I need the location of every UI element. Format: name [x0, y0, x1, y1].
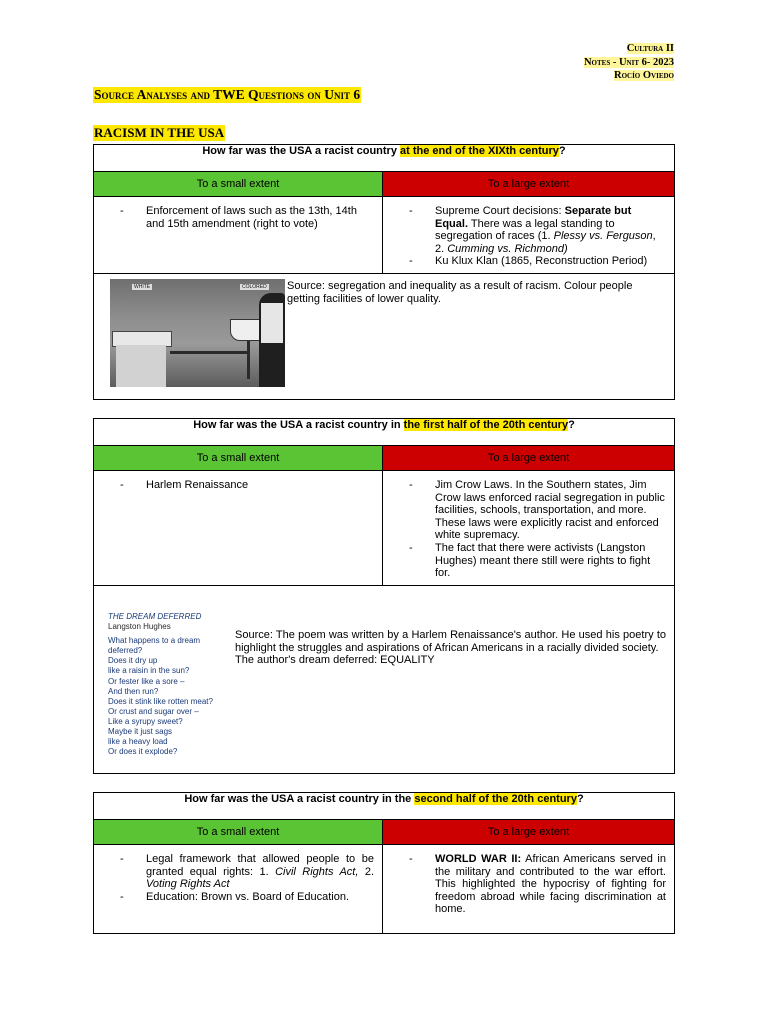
document-title: Source Analyses and TWE Questions on Unit 6 — [94, 87, 361, 102]
question-table-1 — [93, 144, 675, 400]
list-item: - Harlem Renaissance — [94, 479, 382, 492]
poem-lines — [108, 636, 213, 757]
photo-sign-white: WHITE — [134, 284, 151, 290]
large-extent-cell — [383, 845, 675, 934]
list-item: - The fact that there were activists (Langston Hughes) meant there still were rights to fight for. — [383, 542, 674, 580]
segregation-photo — [110, 279, 285, 387]
small-extent-cell — [94, 197, 383, 274]
poem-line: deferred? — [108, 646, 143, 656]
small-extent-header: To a small extent — [94, 446, 383, 471]
question-1: How far was the USA a racist country at the end of the XIXth century? — [94, 145, 675, 172]
poem-line: Or fester like a sore – — [108, 676, 185, 686]
question-2-highlight: the first half of the 20th century — [403, 419, 569, 431]
poem-line: Does it stink like rotten meat? — [108, 696, 213, 706]
list-item: - Ku Klux Klan (1865, Reconstruction Period) — [383, 255, 674, 268]
poem-line: Or does it explode? — [108, 747, 178, 757]
poem-line: What happens to a dream — [108, 636, 201, 646]
small-extent-cell — [94, 845, 383, 934]
poem-author: Langston Hughes — [108, 622, 171, 632]
poem-title: THE DREAM DEFERRED — [108, 612, 202, 621]
poem-line: Maybe it just sags — [108, 727, 173, 737]
large-extent-cell — [383, 197, 675, 274]
small-extent-cell — [94, 471, 383, 586]
poem-image — [108, 612, 213, 757]
list-item: - WORLD WAR II: African Americans served in the military and contributed to the war effort. This highlighted the hypocrisy of fighting for freedom abroad while facing discrimination at home. — [383, 853, 674, 916]
large-extent-header: To a large extent — [383, 820, 675, 845]
question-3-highlight: second half of the 20th century — [414, 793, 577, 805]
poem-line: Or crust and sugar over – — [108, 706, 199, 716]
small-extent-header: To a small extent — [94, 172, 383, 197]
author-name: Rocío Oviedo — [614, 70, 674, 81]
poem-line: like a heavy load — [108, 737, 168, 747]
list-item: - Jim Crow Laws. In the Southern states, Jim Crow laws enforced racial segregation in public facilities, schools, transportation, and more. These laws were explicitly racist and enforced white supremacy. — [383, 479, 674, 542]
list-item: - Supreme Court decisions: Separate but Equal. There was a legal standing to segregation of races (1. Plessy vs. Ferguson, 2. Cumming vs. Richmond) — [383, 205, 674, 255]
source-cell-1 — [94, 274, 675, 400]
poem-line: Does it dry up — [108, 656, 158, 666]
list-item: - Enforcement of laws such as the 13th, 14th and 15th amendment (right to vote) — [94, 205, 382, 230]
course-name: Cultura II — [626, 43, 674, 54]
notes-label: Notes - Unit 6- 2023 — [583, 56, 674, 68]
question-table-2 — [93, 418, 675, 774]
poem-line: And then run? — [108, 686, 159, 696]
large-extent-cell — [383, 471, 675, 586]
section-title: RACISM IN THE USA — [94, 125, 225, 140]
small-extent-header: To a small extent — [94, 820, 383, 845]
poem-line: Like a syrupy sweet? — [108, 716, 183, 726]
source-text-2: Source: The poem was written by a Harlem Renaissance's author. He used his poetry to highlight the struggles and aspirations of African Americans in a racially divided society. The author's dream deferred: EQUALITY — [235, 629, 667, 666]
large-extent-header: To a large extent — [383, 446, 675, 471]
photo-sign-colored: COLORED — [242, 284, 267, 290]
question-table-3 — [93, 792, 675, 934]
dream-deferred: The author's dream deferred: EQUALITY — [235, 654, 435, 666]
list-item: - Legal framework that allowed people to be granted equal rights: 1. Civil Rights Act, 2. Voting Rights Act — [94, 853, 382, 891]
source-cell-2 — [94, 586, 675, 774]
list-item: - Education: Brown vs. Board of Education. — [94, 891, 382, 904]
question-2: How far was the USA a racist country in the first half of the 20th century? — [94, 419, 675, 446]
large-extent-header: To a large extent — [383, 172, 675, 197]
source-text-1: Source: segregation and inequality as a result of racism. Colour people getting facilities of lower quality. — [287, 280, 633, 305]
question-3: How far was the USA a racist country in the second half of the 20th century? — [94, 793, 675, 820]
question-1-highlight: at the end of the XIXth century — [400, 145, 559, 157]
poem-line: like a raisin in the sun? — [108, 666, 190, 676]
document-header — [584, 42, 674, 83]
